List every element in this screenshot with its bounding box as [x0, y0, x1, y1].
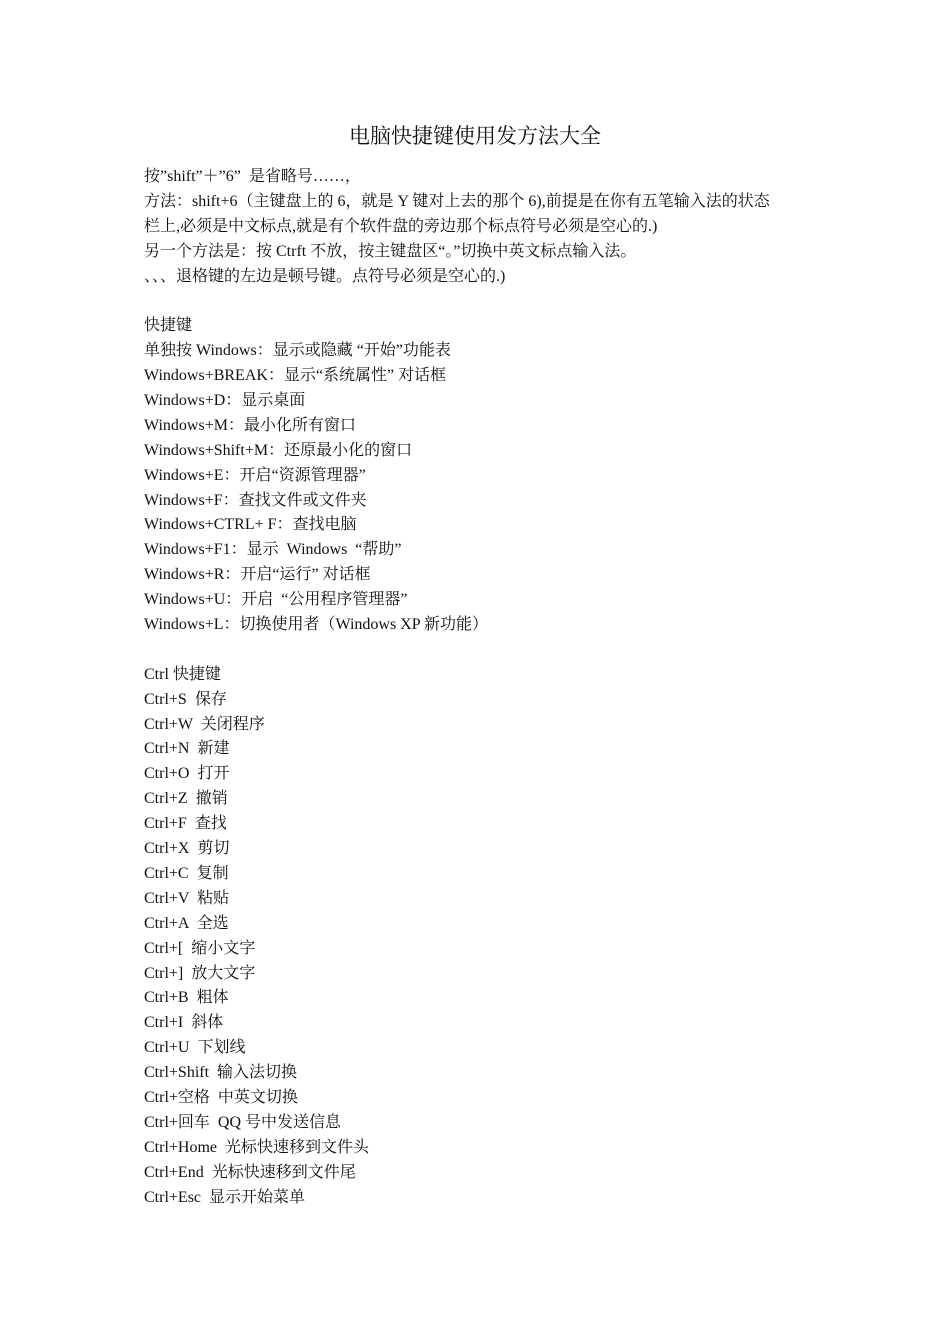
shortcut-item: Ctrl+Esc 显示开始菜单 [144, 1188, 306, 1206]
shortcut-item: Windows+E：开启“资源管理器” [144, 466, 366, 484]
shortcut-item: Ctrl+W 关闭程序 [144, 715, 265, 733]
shortcut-item: Ctrl+Z 撤销 [144, 790, 228, 808]
shortcut-item: Windows+U：开启 “公用程序管理器” [144, 591, 408, 609]
shortcut-item: Ctrl+I 斜体 [144, 1014, 224, 1032]
shortcut-item: Ctrl+A 全选 [144, 914, 229, 932]
intro-line: 栏上,必须是中文标点,就是有个软件盘的旁边那个标点符号必须是空心的.) [144, 217, 658, 235]
shortcut-item: Ctrl+S 保存 [144, 690, 227, 708]
shortcut-item: Windows+Shift+M：还原最小化的窗口 [144, 441, 413, 459]
ctrl-shortcuts-section [144, 663, 824, 1211]
intro-paragraph [144, 165, 824, 289]
shortcut-item: Ctrl+X 剪切 [144, 840, 230, 858]
shortcut-item: Ctrl+Home 光标快速移到文件头 [144, 1138, 370, 1156]
section-heading: 快捷键 [144, 317, 193, 335]
intro-line: 、、、退格键的左边是顿号键。点符号必须是空心的.) [144, 267, 506, 285]
document-title: 电脑快捷键使用发方法大全 [349, 124, 601, 148]
shortcut-item: Ctrl+B 粗体 [144, 989, 229, 1007]
shortcut-item: Ctrl+[ 缩小文字 [144, 939, 256, 957]
shortcut-item: Ctrl+O 打开 [144, 765, 230, 783]
shortcut-item: Ctrl+C 复制 [144, 864, 229, 882]
shortcut-item: Windows+F1：显示 Windows “帮助” [144, 541, 402, 559]
shortcut-item: Ctrl+F 查找 [144, 815, 227, 833]
intro-line: 方法：shift+6（主键盘上的 6，就是 Y 键对上去的那个 6),前提是在你有五笔输入法的状态 [144, 192, 770, 210]
document-body [144, 165, 824, 1210]
shortcut-item: Ctrl+回车 QQ 号中发送信息 [144, 1113, 342, 1131]
shortcut-item: Windows+BREAK：显示“系统属性” 对话框 [144, 367, 447, 385]
shortcut-item: Ctrl+空格 中英文切换 [144, 1088, 298, 1106]
shortcut-item: Windows+F：查找文件或文件夹 [144, 491, 367, 509]
shortcut-item: Ctrl+End 光标快速移到文件尾 [144, 1163, 356, 1181]
shortcut-item: Windows+D：显示桌面 [144, 392, 306, 410]
section-spacer [144, 638, 824, 663]
section-spacer [144, 289, 824, 314]
windows-shortcuts-section [144, 314, 824, 638]
shortcut-item: Windows+R：开启“运行” 对话框 [144, 566, 371, 584]
shortcut-item: Ctrl+U 下划线 [144, 1039, 246, 1057]
intro-line: 按”shift”＋”6” 是省略号……， [144, 168, 361, 185]
shortcut-item: Ctrl+] 放大文字 [144, 964, 256, 982]
shortcut-item: Windows+M：最小化所有窗口 [144, 416, 356, 434]
shortcut-item: Ctrl+N 新建 [144, 740, 230, 758]
shortcut-item: Windows+L：切换使用者（Windows XP 新功能） [144, 616, 489, 634]
shortcut-item: Ctrl+V 粘贴 [144, 889, 230, 907]
intro-line: 另一个方法是：按 Ctrft 不放，按主键盘区“。”切换中英文标点输入法。 [144, 242, 637, 260]
shortcut-item: Windows+CTRL+ F：查找电脑 [144, 516, 357, 534]
section-heading: Ctrl 快捷键 [144, 665, 221, 683]
shortcut-item: Ctrl+Shift 输入法切换 [144, 1064, 298, 1082]
shortcut-item: 单独按 Windows：显示或隐藏 “开始”功能表 [144, 342, 451, 360]
